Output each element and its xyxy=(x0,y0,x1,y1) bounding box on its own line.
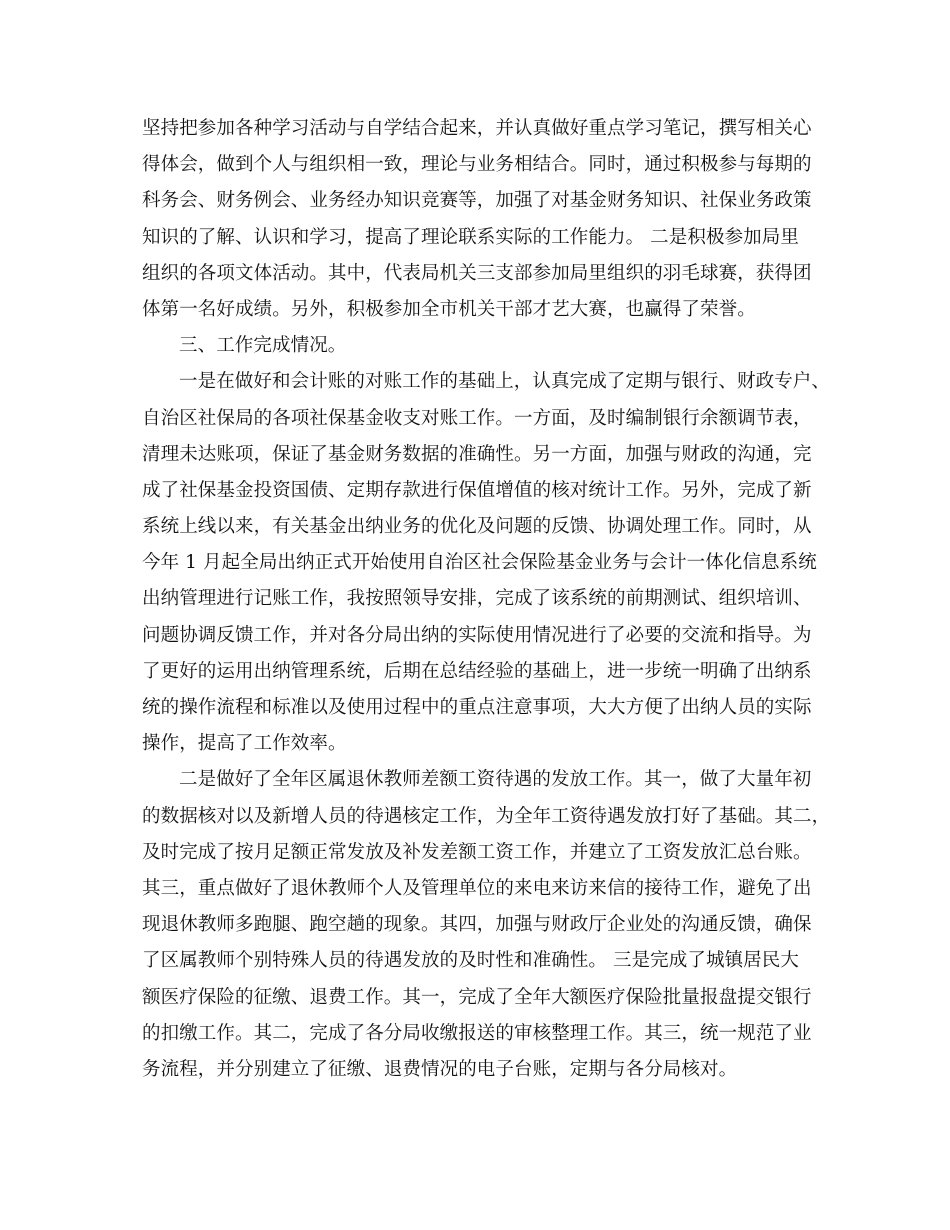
text-line: 统的操作流程和标准以及使用过程中的重点注意事项，大大方便了出纳人员的实际 xyxy=(142,697,812,718)
text-line: 现退休教师多跑腿、跑空趟的现象。其四，加强与财政厅企业处的沟通反馈，确保 xyxy=(142,914,812,936)
text-line: 成了社保基金投资国债、定期存款进行保值增值的核对统计工作。另外，完成了新 xyxy=(142,479,812,501)
text-line: 了区属教师个别特殊人员的待遇发放的及时性和准确性。 三是完成了城镇居民大 xyxy=(142,950,799,972)
text-line: 体第一名好成绩。另外，积极参加全市机关干部才艺大赛，也赢得了荣誉。 xyxy=(142,298,756,320)
text-line: 组织的各项文体活动。其中，代表局机关三支部参加局里组织的羽毛球赛，获得团 xyxy=(142,262,812,284)
text-line: 清理未达账项，保证了基金财务数据的准确性。另一方面，加强与财政的沟通，完 xyxy=(142,443,812,465)
text-line: 知识的了解、认识和学习，提高了理论联系实际的工作能力。 二是积极参加局里 xyxy=(142,226,799,248)
text-line: 了更好的运用出纳管理系统，后期在总结经验的基础上，进一步统一明确了出纳系 xyxy=(142,660,812,682)
text-line: 自治区社保局的各项社保基金收支对账工作。一方面，及时编制银行余额调节表， xyxy=(142,407,812,429)
text-line: 坚持把参加各种学习活动与自学结合起来，并认真做好重点学习笔记，撰写相关心 xyxy=(142,118,812,139)
text-line: 今年 1 月起全局出纳正式开始使用自治区社会保险基金业务与会计一体化信息系统 xyxy=(142,552,817,574)
text-line: 其三，重点做好了退休教师个人及管理单位的来电来访来信的接待工作，避免了出 xyxy=(142,877,812,899)
text-line: 问题协调反馈工作，并对各分局出纳的实际使用情况进行了必要的交流和指导。为 xyxy=(142,624,812,646)
text-line: 系统上线以来，有关基金出纳业务的优化及问题的反馈、协调处理工作。同时，从 xyxy=(142,516,812,538)
text-line: 额医疗保险的征缴、退费工作。其一，完成了全年大额医疗保险批量报盘提交银行 xyxy=(142,986,812,1008)
text-line: 务流程，并分别建立了征缴、退费情况的电子台账，定期与各分局核对。 xyxy=(142,1058,738,1080)
text-line: 三、工作完成情况。 xyxy=(179,335,347,357)
text-line: 二是做好了全年区属退休教师差额工资待遇的发放工作。其一，做了大量年初 xyxy=(179,769,812,791)
text-line: 一是在做好和会计账的对账工作的基础上，认真完成了定期与银行、财政专户、 xyxy=(179,371,831,393)
text-line: 及时完成了按月足额正常发放及补发差额工资工作，并建立了工资发放汇总台账。 xyxy=(142,841,812,863)
document-body xyxy=(142,111,831,1088)
text-line: 科务会、财务例会、业务经办知识竞赛等，加强了对基金财务知识、社保业务政策 xyxy=(142,190,812,212)
text-line: 操作，提高了工作效率。 xyxy=(142,733,347,755)
text-line: 的扣缴工作。其二，完成了各分局收缴报送的审核整理工作。其三，统一规范了业 xyxy=(142,1022,812,1044)
text-line: 得体会，做到个人与组织相一致，理论与业务相结合。同时，通过积极参与每期的 xyxy=(142,154,812,176)
text-line: 的数据核对以及新增人员的待遇核定工作，为全年工资待遇发放打好了基础。其二， xyxy=(142,805,831,827)
text-line: 出纳管理进行记账工作，我按照领导安排，完成了该系统的前期测试、组织培训、 xyxy=(142,588,812,610)
